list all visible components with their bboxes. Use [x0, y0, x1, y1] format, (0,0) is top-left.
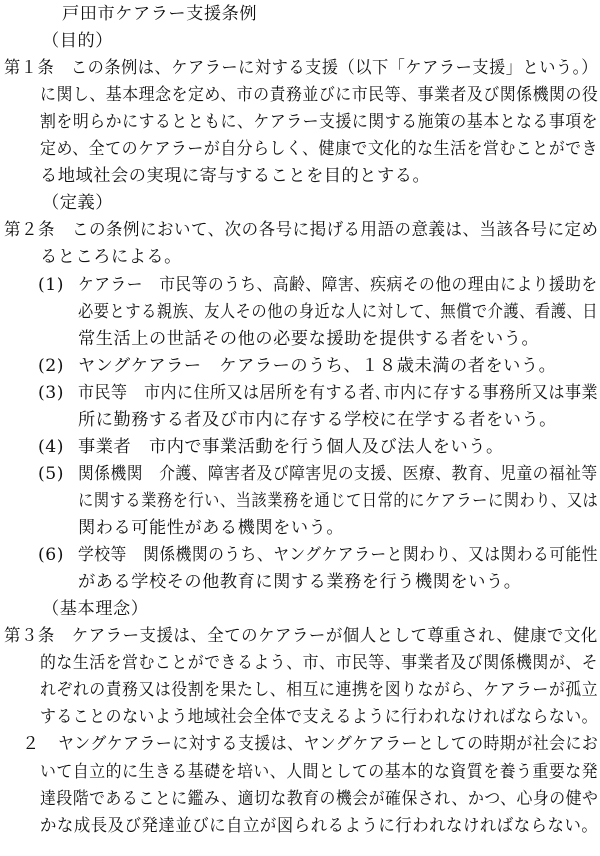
paragraph-2-line: いて自立的に生きる基礎を培い、人間としての基本的な資質を養う重要な発 [40, 761, 599, 782]
paragraph-2-number: ２ [22, 734, 40, 755]
item-4-line: 事業者 市内で事業活動を行う個人及び法人をいう。 [78, 436, 504, 457]
article-2-line: 第２条 この条例において、次の各号に掲げる用語の意義は、当該各号に定め [4, 220, 599, 241]
article-3-line: れぞれの責務又は役割を果たし、相互に連携を図りながら、ケアラーが孤立 [40, 680, 599, 701]
paragraph-2-line: ヤングケアラーに対する支援は、ヤングケアラーとしての時期が社会にお [58, 734, 599, 755]
item-6-line: がある学校その他教育に関する業務を行う機関をいう。 [78, 572, 522, 593]
article-1-line: る地域社会の実現に寄与することを目的とする。 [40, 166, 431, 187]
paragraph-2-line: かな成長及び発達並びに自立が図られるように行われなければならない。 [40, 815, 599, 836]
article-3-line: することのないよう地域社会全体で支えるように行われなければならない。 [40, 707, 599, 728]
item-1-number: (1) [38, 274, 64, 295]
article-3-line: 的な生活を営むことができるよう、市、市民等、事業者及び関係機関が、そ [40, 653, 599, 674]
item-5-line: 関係機関 介護、障害者及び障害児の支援、医療、教育、児童の福祉等 [78, 463, 598, 484]
item-5-number: (5) [38, 463, 64, 484]
article-1-caption: （目的） [42, 31, 113, 52]
item-3-line: 所に勤務する者及び市内に存する学校に在学する者をいう。 [78, 409, 557, 430]
article-2-line: るところによる。 [40, 247, 182, 268]
item-1-line: 必要とする親族、友人その他の身近な人に対して、無償で介護、看護、日 [78, 301, 599, 322]
article-1-line: 第１条 この条例は、ケアラーに対する支援（以下「ケアラー支援」という。） [4, 58, 598, 79]
item-3-line: 市民等 市内に住所又は居所を有する者､市内に存する事務所又は事業 [78, 382, 598, 403]
item-5-line: に関する業務を行い、当該業務を通じて日常的にケアラーに関わり、又は [78, 490, 599, 511]
document-title: 戸田市ケアラー支援条例 [62, 4, 258, 24]
article-3-line: 第３条 ケアラー支援は、全てのケアラーが個人として尊重され、健康で文化 [4, 626, 598, 647]
item-3-number: (3) [38, 382, 64, 403]
article-1-line: 定め、全てのケアラーが自分らしく、健康で文化的な生活を営むことができ [40, 139, 599, 160]
article-1-line: に関し、基本理念を定め、市の責務並びに市民等、事業者及び関係機関の役 [40, 85, 599, 106]
item-2-line: ヤングケアラー ケアラーのうち、１８歳未満の者をいう。 [78, 355, 557, 376]
item-4-number: (4) [38, 436, 64, 457]
item-1-line: 常生活上の世話その他の必要な援助を提供する者をいう。 [78, 328, 540, 349]
item-2-number: (2) [38, 355, 64, 376]
item-5-line: 関わる可能性がある機関をいう。 [78, 518, 345, 539]
item-6-number: (6) [38, 545, 64, 566]
paragraph-2-line: 達段階であることに鑑み、適切な教育の機会が確保され、かつ、心身の健や [40, 788, 599, 809]
item-6-line: 学校等 関係機関のうち、ヤングケアラーと関わり、又は関わる可能性 [78, 545, 599, 566]
item-1-line: ケアラー 市民等のうち、高齢、障害、疾病その他の理由により援助を [78, 274, 598, 295]
article-2-caption: （定義） [42, 193, 113, 214]
article-3-caption: （基本理念） [42, 599, 149, 620]
article-1-line: 割を明らかにするとともに、ケアラー支援に関する施策の基本となる事項を [40, 112, 599, 133]
